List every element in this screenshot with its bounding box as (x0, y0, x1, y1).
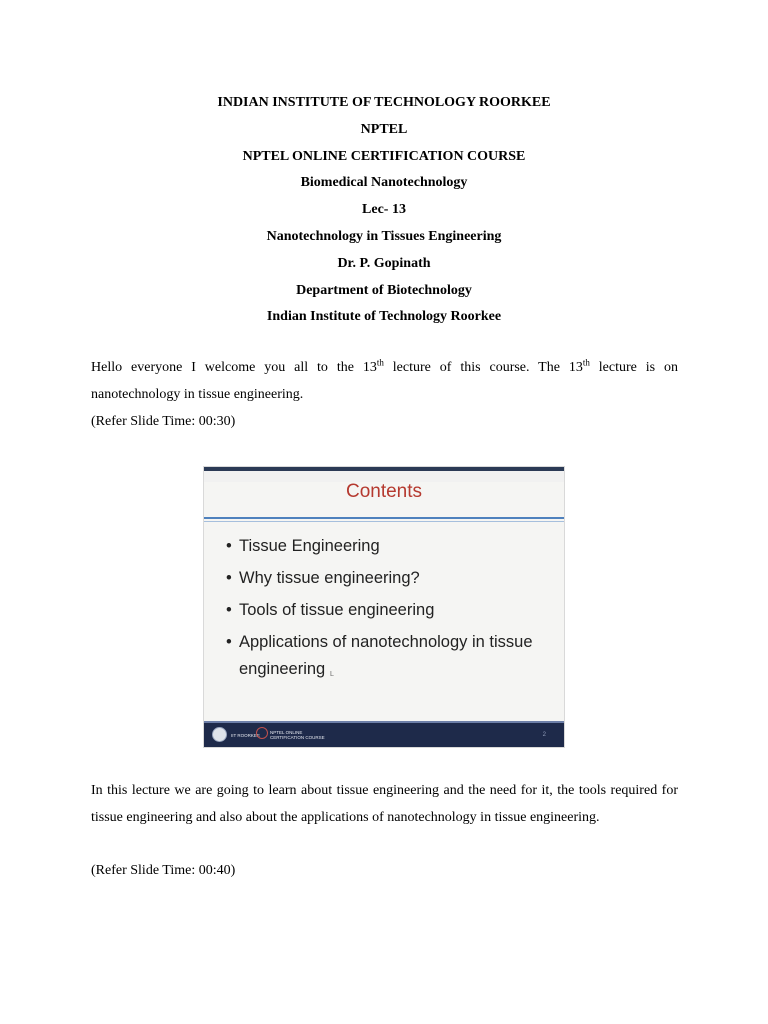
cursor-mark: L (330, 671, 334, 678)
course-type: NPTEL ONLINE CERTIFICATION COURSE (242, 148, 526, 164)
slide-bullet-item: • Tools of tissue engineering (226, 597, 556, 624)
body-paragraph (91, 778, 678, 832)
slide-top-bar (204, 467, 564, 482)
lecture-slide (203, 466, 565, 748)
program-name: NPTEL (360, 121, 408, 137)
lecture-number: Lec- 13 (362, 202, 406, 218)
document-header (0, 90, 768, 331)
iit-seal-icon (212, 727, 227, 742)
intro-superscript-1: th (376, 357, 384, 368)
bullet-icon: • (226, 537, 232, 555)
refer-slide-time-2: (Refer Slide Time: 00:40) (91, 863, 236, 878)
slide-divider-thin (204, 521, 564, 522)
footer-course: NPTEL ONLINE CERTIFICATION COURSE (270, 730, 325, 740)
refer-slide-time-1: (Refer Slide Time: 00:30) (91, 414, 236, 429)
intro-text-3: lecture is on nanotechnology in tissue engineering. (91, 360, 679, 402)
bullet-icon: • (226, 569, 232, 587)
slide-bullet-item: • Applications of nanotechnology in tissue engineering (226, 629, 556, 683)
institute-title: INDIAN INSTITUTE OF TECHNOLOGY ROORKEE (217, 95, 551, 110)
instructor-name: Dr. P. Gopinath (337, 255, 431, 271)
intro-text-1: Hello everyone I welcome you all to the 13 (91, 360, 377, 375)
intro-paragraph (91, 355, 678, 409)
slide-bullet-item: • Tissue Engineering (226, 533, 556, 560)
footer-institute: IIT ROORKEE (231, 733, 260, 738)
lecture-title: Nanotechnology in Tissues Engineering (266, 228, 502, 244)
course-title: Biomedical Nanotechnology (300, 175, 468, 191)
intro-text-2: lecture of this course. The 13 (383, 360, 583, 375)
department-name: Department of Biotechnology (296, 282, 472, 298)
slide-bullet-item: • Why tissue engineering? (226, 565, 556, 592)
slide-bullet-list (226, 533, 556, 688)
institute-name: Indian Institute of Technology Roorkee (266, 309, 502, 325)
slide-footer (204, 721, 564, 747)
body-text: In this lecture we are going to learn about tissue engineering and the need for it, the tools required for tissue engineering and also about the applications of nanotechnology in tissue engineering. (91, 783, 678, 825)
slide-page-number: 2 (542, 732, 546, 738)
slide-divider (204, 517, 564, 519)
bullet-icon: • (226, 633, 232, 651)
bullet-icon: • (226, 601, 232, 619)
nptel-logo-icon (256, 727, 268, 739)
intro-superscript-2: th (582, 357, 590, 368)
slide-title: Contents (345, 481, 423, 502)
